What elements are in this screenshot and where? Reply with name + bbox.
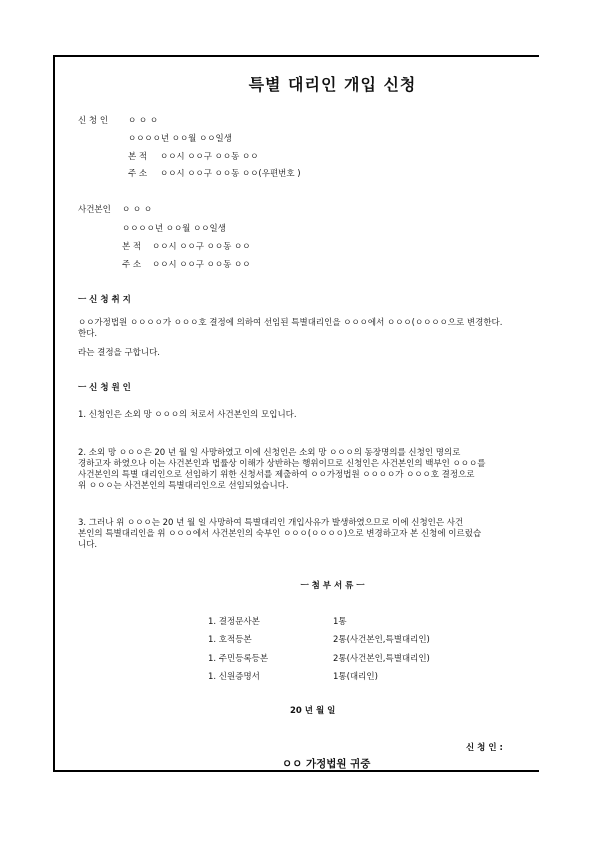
page-title: 특별 대리인 개입 신청: [248, 75, 417, 94]
applicant-domicile: ㅇㅇ시 ㅇㅇ구 ㅇㅇ동 ㅇㅇ: [160, 152, 259, 162]
attachment-qty: 1통: [333, 617, 347, 627]
applicant-label: 신 청 인: [78, 116, 109, 126]
attachment-qty: 1통(대리인): [333, 672, 378, 682]
principal-address: ㅇㅇ시 ㅇㅇ구 ㅇㅇ동 ㅇㅇ: [152, 260, 251, 270]
reason-2-line4: 위 ㅇㅇㅇ는 사건본인의 특별대리인으로 선임되었습니다.: [78, 481, 289, 491]
attachment-name: 1. 주민등록등본: [208, 654, 269, 664]
reason-3-line1: 3. 그러나 위 ㅇㅇㅇ는 20 년 월 일 사망하여 특별대리인 개입사유가 발생하였으므로 이에 신청인은 사건: [78, 518, 464, 528]
reasons-heading: ㅡ 신 청 원 인: [78, 383, 131, 393]
applicant-domicile-label: 본 적: [128, 152, 148, 162]
application-date: 20 년 월 일: [290, 706, 336, 716]
applicant-address: ㅇㅇ시 ㅇㅇ구 ㅇㅇ동 ㅇㅇ(우편번호 ): [160, 169, 301, 179]
applicant-name: ㅇ ㅇ ㅇ: [128, 116, 159, 126]
reason-3-line3: 니다.: [78, 540, 98, 550]
principal-domicile-label: 본 적: [122, 242, 142, 252]
attachment-qty: 2통(사건본인,특별대리인): [333, 654, 430, 664]
reason-3-line2: 본인의 특별대리인을 위 ㅇㅇㅇ에서 사건본인의 숙부인 ㅇㅇㅇ(ㅇㅇㅇㅇ)으로 변경하고자 본 신청에 이르렀습: [78, 529, 482, 539]
principal-label: 사건본인: [78, 205, 111, 215]
attachment-name: 1. 결정문사본: [208, 617, 260, 627]
applicant-birth: ㅇㅇㅇㅇ년 ㅇㅇ월 ㅇㅇ일생: [128, 134, 232, 144]
signature-label: 신 청 인 :: [466, 743, 503, 753]
applicant-address-label: 주 소: [128, 169, 148, 179]
purpose-line2: 라는 결정을 구합니다.: [78, 348, 161, 358]
attachment-name: 1. 호적등본: [208, 635, 252, 645]
reason-2-line2: 경하고자 하였으나 이는 사건본인과 법률상 이해가 상반하는 행위이므로 신청인은 사건본인의 백부인 ㅇㅇㅇ를: [78, 459, 486, 469]
attachment-name: 1. 신원증명서: [208, 672, 260, 682]
principal-name: ㅇ ㅇ ㅇ: [122, 205, 153, 215]
purpose-line1: ㅇㅇ가정법원 ㅇㅇㅇㅇ가 ㅇㅇㅇ호 결정에 의하여 선임된 특별대리인을 ㅇㅇㅇ에서 ㅇㅇㅇ(ㅇㅇㅇㅇ으로 변경한다.: [78, 318, 503, 328]
purpose-heading: ㅡ 신 청 취 지: [78, 295, 131, 305]
reason-2-line1: 2. 소외 망 ㅇㅇㅇ은 20 년 월 일 사망하였고 이에 신청인은 소외 망 ㅇㅇㅇ의 동장명의를 신청인 명의로: [78, 448, 461, 458]
reason-2-line3: 사건본인의 특별 대리인으로 선임하기 위한 신청서를 제출하여 ㅇㅇ가정법원 ㅇㅇㅇㅇ가 ㅇㅇㅇ호 결정으로: [78, 470, 475, 480]
reason-1: 1. 신청인은 소외 망 ㅇㅇㅇ의 처로서 사건본인의 모입니다.: [78, 410, 297, 420]
attachment-qty: 2통(사건본인,특별대리인): [333, 635, 430, 645]
principal-birth: ㅇㅇㅇㅇ년 ㅇㅇ월 ㅇㅇ일생: [122, 224, 226, 234]
addressee: ㅇㅇ 가정법원 귀중: [282, 758, 371, 770]
principal-address-label: 주 소: [122, 260, 142, 270]
principal-domicile: ㅇㅇ시 ㅇㅇ구 ㅇㅇ동 ㅇㅇ: [152, 242, 251, 252]
attachments-heading: ㅡ 첨 부 서 류 ㅡ: [300, 581, 365, 591]
purpose-line1-cont: 한다.: [78, 329, 98, 339]
